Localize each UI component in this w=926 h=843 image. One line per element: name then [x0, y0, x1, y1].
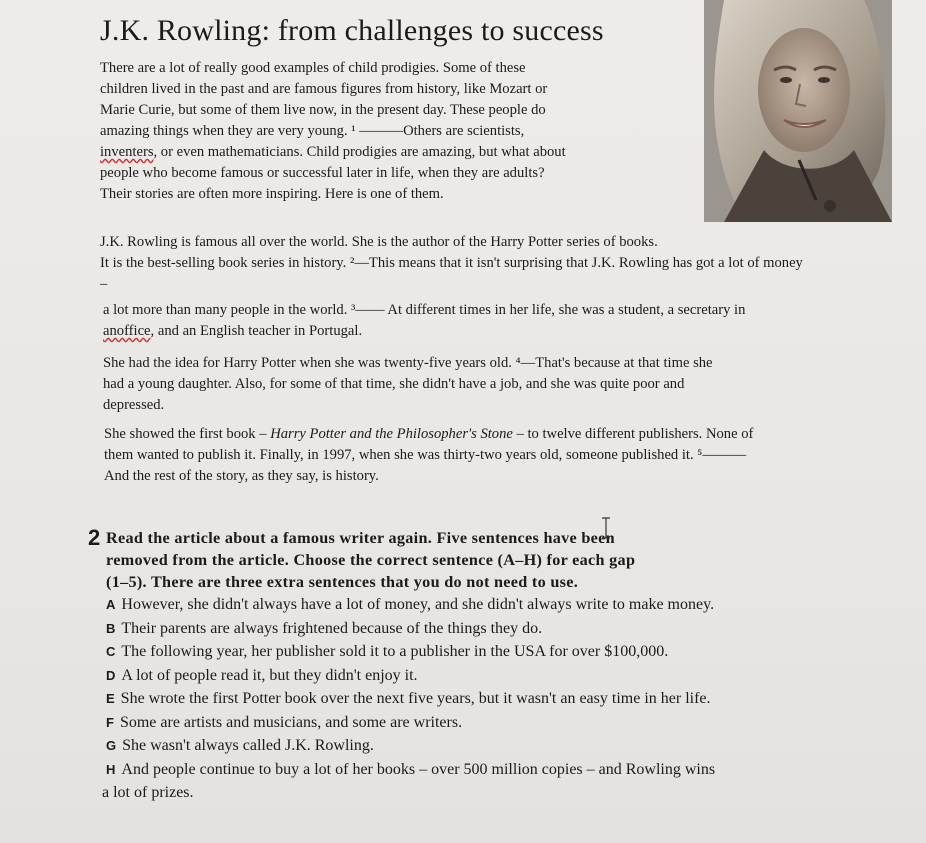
- instruction-line: (1–5). There are three extra sentences that you do not need to use.: [106, 573, 579, 591]
- text-segment: She showed the first book –: [104, 426, 271, 442]
- article-title: J.K. Rowling: from challenges to success: [100, 14, 604, 47]
- exercise-instructions: [106, 527, 766, 593]
- option-letter: A: [106, 597, 116, 612]
- option-h-continued: [102, 781, 906, 805]
- option-g: [106, 734, 906, 758]
- text-cursor-icon: [601, 517, 611, 539]
- text-line: amazing things when they are very young. ¹ ———Others are scientists,: [100, 123, 525, 139]
- option-text: Their parents are always frightened because of the things they do.: [121, 619, 543, 637]
- paragraph-3: [103, 300, 745, 342]
- option-text: And people continue to buy a lot of her books – over 500 million copies – and Rowling wins: [121, 760, 716, 778]
- text-line: people who become famous or successful later in life, when they are adults?: [100, 165, 545, 181]
- book-title: Harry Potter and the Philosopher's Stone: [270, 426, 513, 442]
- text-line: a lot more than many people in the world. ³—— At different times in her life, she was a student, a secretary in: [103, 302, 746, 318]
- text-line-inventers: inventers, or even mathematicians. Child prodigies are amazing, but what about: [100, 144, 566, 160]
- option-d: [106, 664, 906, 688]
- option-f: [106, 711, 906, 735]
- text-line: –: [100, 276, 108, 292]
- instruction-line: Read the article about a famous writer again. Five sentences have been: [106, 529, 615, 547]
- option-letter: C: [106, 644, 116, 659]
- text-segment: – to twelve different publishers. None of: [512, 426, 754, 442]
- option-letter: G: [106, 738, 117, 753]
- option-letter: H: [106, 761, 116, 777]
- paragraph-2: [100, 232, 803, 295]
- paragraph-5: [104, 424, 753, 487]
- text-line: Their stories are often more inspiring. Here is one of them.: [100, 186, 444, 202]
- author-photo: [704, 0, 892, 222]
- option-text: Some are artists and musicians, and some are writers.: [119, 713, 463, 731]
- option-letter: D: [106, 667, 116, 683]
- text-line: She had the idea for Harry Potter when she was twenty-five years old. ⁴—That's because at that time she: [103, 355, 713, 371]
- option-h: [106, 758, 906, 782]
- option-b: [106, 617, 906, 641]
- text-line: And the rest of the story, as they say, is history.: [104, 468, 379, 484]
- option-text: The following year, her publisher sold it to a publisher in the USA for over $100,000.: [121, 643, 669, 660]
- text-line: There are a lot of really good examples of child prodigies. Some of these: [100, 60, 526, 76]
- option-letter: F: [106, 714, 114, 730]
- text-line-anoffice: anoffice, and an English teacher in Portugal.: [103, 323, 363, 339]
- misspelled-word: inventers: [100, 144, 154, 160]
- option-text: She wasn't always called J.K. Rowling.: [122, 737, 374, 754]
- option-letter: B: [106, 620, 116, 636]
- exercise-number: 2: [88, 525, 101, 550]
- option-text: A lot of people read it, but they didn't enjoy it.: [121, 666, 418, 684]
- instruction-line: removed from the article. Choose the correct sentence (A–H) for each gap: [106, 551, 636, 569]
- text-line: [104, 424, 753, 445]
- option-text: She wrote the first Potter book over the next five years, but it wasn't an easy time in her life.: [120, 690, 711, 707]
- paragraph-1: [100, 58, 566, 205]
- answer-options: [102, 593, 906, 805]
- option-text: a lot of prizes.: [102, 784, 194, 801]
- paragraph-4: [103, 353, 713, 416]
- option-e: [106, 687, 906, 711]
- text-line: children lived in the past and are famous figures from history, like Mozart or: [100, 81, 548, 97]
- text-line: depressed.: [103, 397, 165, 413]
- option-a: [106, 593, 906, 617]
- option-c: [106, 640, 906, 664]
- text-line: It is the best-selling book series in history. ²—This means that it isn't surprising that J.K. Rowling has got a lot of money: [100, 255, 803, 271]
- text-line: Marie Curie, but some of them live now, in the present day. These people do: [100, 102, 546, 118]
- author-portrait-image: [704, 0, 892, 222]
- text-line: J.K. Rowling is famous all over the world. She is the author of the Harry Potter series of books.: [100, 234, 658, 250]
- option-text: However, she didn't always have a lot of money, and she didn't always write to make money.: [121, 596, 715, 613]
- misspelled-word: anoffice: [103, 323, 151, 339]
- text-line: them wanted to publish it. Finally, in 1997, when she was thirty-two years old, someone published it. ⁵———: [104, 447, 747, 463]
- option-letter: E: [106, 691, 115, 706]
- text-line: had a young daughter. Also, for some of that time, she didn't have a job, and she was quite poor and: [103, 376, 685, 392]
